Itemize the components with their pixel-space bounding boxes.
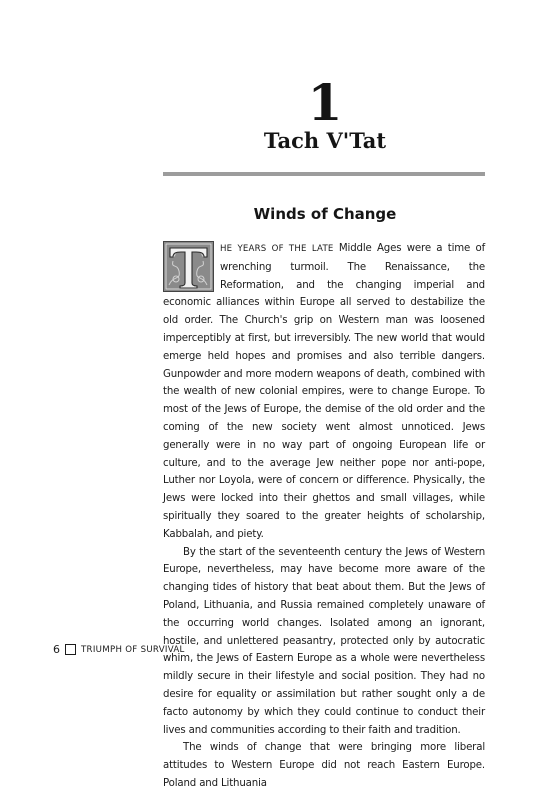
section-heading: Winds of Change: [253, 205, 397, 223]
paragraph-2: By the start of the seventeenth century the Jews of Western Europe, nevertheless, may have become more aware of the changing tides of history that beat about them. But the Jews of Poland, Lithuania, and Russia remained completely unaware of the occurring world changes. Isolated among an ignorant, hostile, and unlettered peasantry, protected only by autocratic whim, the Jews of Eastern Europe as a whole were nevertheless mildly secure in their lifestyle and social position. They had no desire for equality or assimilation but rather sought only a de facto autonomy by which they could continue to conduct their lives and communities according to their faith and tradition.: [163, 546, 485, 736]
opening-smallcaps: HE YEARS OF THE LATE: [220, 244, 334, 254]
body-text: [163, 240, 485, 793]
ornamental-dropcap: [163, 241, 214, 292]
chapter-number: 1: [307, 73, 343, 132]
paragraph-3: The winds of change that were bringing more liberal attitudes to Western Europe did not reach Eastern Europe. Poland and Lithuania: [163, 742, 485, 789]
paragraph-1: [163, 240, 485, 544]
paragraph-1-text: Middle Ages were a time of wrenching turmoil. The Renaissance, the Reformation, and the changing imperial and economic alliances within Europe all served to destabilize the old order. The Church's grip on Western man was loosened imperceptibly at first, but irreversibly. The new world that would emerge held hopes and promises and also terrible dangers. Gunpowder and more modern weapons of death, combined with the wealth of new colonial empires, were to change Europe. To most of the Jews of Europe, the demise of the old order and the coming of the new society went almost unnoticed. Jews generally were in no way part of ongoing European life or culture, and to the average Jew neither pope nor anti-pope, Luther nor Loyola, were of concern or difference. Physically, the Jews were locked into their ghettos and small villages, while spiritually they soared to the greater heights of scholarship, Kabbalah, and piety.: [163, 243, 486, 540]
running-title: TRIUMPH OF SURVIVAL: [81, 644, 185, 655]
dropcap-ornament-icon: [163, 241, 214, 292]
square-icon: [65, 644, 76, 655]
page-footer: [53, 643, 185, 656]
chapter-divider: [163, 172, 485, 176]
chapter-title: Tach V'Tat: [263, 128, 387, 153]
page-number: 6: [53, 643, 60, 656]
